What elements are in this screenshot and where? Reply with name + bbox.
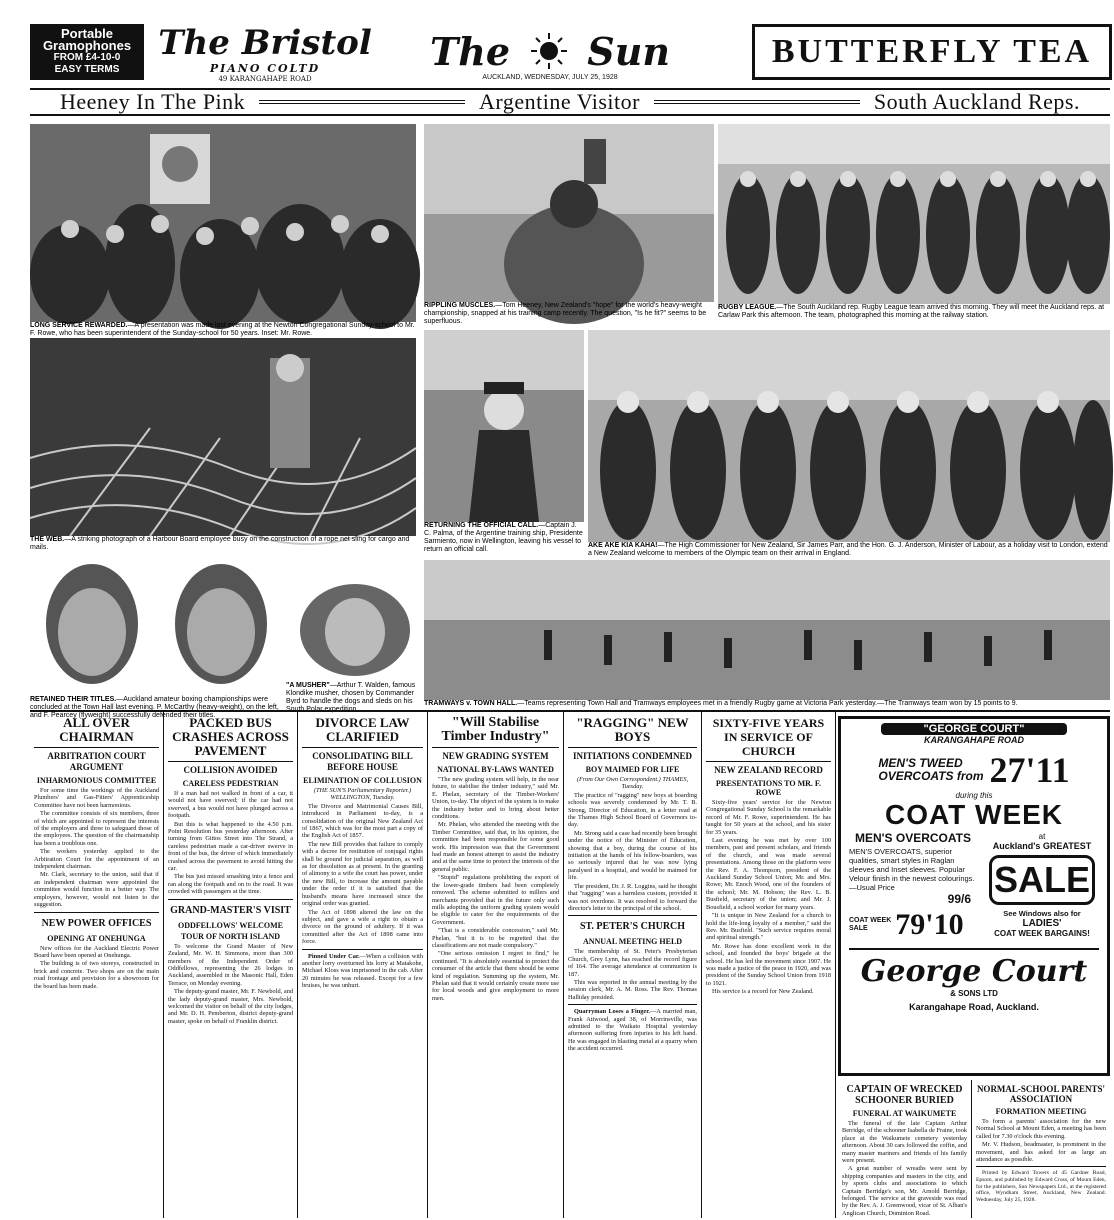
- caption-the-web: [30, 536, 416, 550]
- photo-rugby-league: [718, 124, 1110, 304]
- piano-ad-name: The Bristol: [158, 23, 372, 63]
- caption-text: —Captain J. C. Palma, of the Argentine training ship, Presidente Sarmiento, now in Wellington, leaving his vessel to return an official call.: [424, 522, 583, 553]
- divider: [568, 1004, 697, 1005]
- caption-bold: RUGBY LEAGUE.: [718, 304, 777, 311]
- column-bus-crash: [164, 712, 298, 1218]
- column-chairman: [30, 712, 164, 1218]
- ad-logo-name: George Court: [860, 954, 1088, 989]
- nameplate-the: The: [430, 28, 511, 74]
- caption-bold: TRAMWAYS v. TOWN HALL.: [424, 700, 518, 707]
- piano-ad-address: 49 KARANGAHAPE ROAD: [218, 75, 312, 83]
- brief-title: Pinned Under Car.: [308, 952, 360, 960]
- caption-musher: [286, 682, 420, 713]
- headline: PACKED BUS CRASHES ACROSS PAVEMENT: [172, 715, 289, 758]
- subhead: CARELESS PEDESTRIAN: [182, 779, 279, 788]
- ad-overcoats-from: OVERCOATS from: [878, 769, 984, 783]
- paragraph: The deputy-grand master, Mr. F. Newbold, and the lady deputy-grand master, Mrs. Newbold, welcomed the visitor on behalf of the city lodges, and Mr. D. H. Pemberton, district deputy-grand master, spoke on behalf of Franklin district.: [168, 988, 293, 1025]
- butterfly-tea-text: BUTTERFLY TEA: [771, 33, 1093, 70]
- subhead: INITIATIONS CONDEMNED: [568, 747, 697, 762]
- column-parents-association: [972, 1080, 1110, 1218]
- photo-boxer-left: [30, 552, 154, 694]
- divider: [302, 949, 423, 950]
- brief-text: —When a collision with another lorry overturned his lorry at Matakohe, Michael Kloss was imprisoned in the cab. After 20 minutes he was released. Except for a few bruises, he was unhurt.: [302, 952, 423, 990]
- caption-text: —The High Commissioner for New Zealand, Sir James Parr, and the Hon. G. J. Anderson, Minister of Labour, as a holiday visit to London, extend a New Zealand welcome to members of the Olympic team on their arrival in England.: [588, 542, 1108, 557]
- ad-banner: "GEORGE COURT": [881, 723, 1067, 735]
- paragraph: To form a parents' association for the new Normal School at Mount Eden, a meeting has been called for 7.30 o'clock this evening.: [976, 1118, 1106, 1140]
- paragraph: Sixty-five years' service for the Newton Congregational Sunday School is the remarkable record of Mr. F. Rowe, superintendent. He has taught for 50 years at the school, and his sister for 35 years.: [706, 799, 831, 836]
- column-sixty-five-years: [702, 712, 836, 1218]
- paragraph: "That is a considerable concession," said Mr. Phelan, "but it is to be regretted that the classifications are not made compulsory.": [432, 927, 559, 949]
- caption-text: —Teams representing Town Hall and Tramways employees met in a friendly Rugby game at Victoria Park yesterday.—The Tramways team won by 15 points to 9.: [517, 700, 1018, 707]
- subhead: NEW ZEALAND RECORD: [706, 761, 831, 776]
- paragraph: "The new grading system will help, in the near future, to stabilise the timber industry," said Mr. E. Phelan, secretary of the Timber-Workers' Union, to-day. The object of the system is to make the industry better and to bring about better conditions.: [432, 776, 559, 821]
- ad-description: MEN'S OVERCOATS, superior qualities, smart styles in Raglan sleeves and Inset sleeves. Popular Velour finish in the newest colourings.—Usual Price: [849, 847, 975, 892]
- headline: ALL OVER CHAIRMAN: [59, 715, 134, 744]
- paragraph: Mr. Rowe has done excellent work in the school, and founded the boys' brigade at the school. He has led the movement since 1907. He was made a justice of the peace in 1920, and was president of the Sunday School Union from 1918 to 1921.: [706, 942, 831, 987]
- strip-divider: [259, 100, 465, 105]
- ad-price-sale: 79'10: [895, 908, 964, 941]
- subhead: FORMATION MEETING: [995, 1107, 1087, 1116]
- subhead: BOY MAIMED FOR LIFE: [585, 765, 680, 774]
- caption-text: —A striking photograph of a Harbour Board employee busy on the construction of a rope net sling for cargo and mails.: [30, 536, 410, 551]
- paragraph: Mr. V. Hudson, headmaster, is prominent in the movement, and has asked for as large an attendance as possible.: [976, 1141, 1106, 1164]
- divider: [976, 1166, 1106, 1167]
- paragraph: The membership of St. Peter's Presbyterian Church, Grey Lynn, has reached the record figure of 164. The average attendance at communion is 187.: [568, 948, 697, 978]
- piano-ad: [150, 23, 380, 83]
- gramophone-ad-line: FROM £4-10-0: [53, 52, 121, 63]
- paragraph: New offices for the Auckland Electric Power Board have been opened at Onehunga.: [34, 944, 159, 959]
- gramophone-ad-line: EASY TERMS: [54, 64, 120, 75]
- byline: (From Our Own Correspondent.) THAMES, Tuesday.: [576, 776, 689, 791]
- paragraph: The practice of "ragging" new boys at boarding schools was severely condemned by Mr. T. B. Strong, Director of Education, in a letter read at the Thames High School Board of Governors to-day.: [568, 791, 697, 829]
- paragraph: The Act of 1898 altered the law on the subject, and gave a wife a right to obtain a divorce on the ground of adultery. If it was committed after the Act of 1898 came into force.: [302, 908, 423, 946]
- brief: [302, 953, 423, 990]
- photo-long-service: [30, 124, 416, 322]
- ad-sale-small: SALE: [849, 925, 868, 932]
- column-divorce: [298, 712, 428, 1218]
- subhead: NEW GRADING SYSTEM: [432, 747, 559, 762]
- column-captain-buried: [838, 1080, 972, 1218]
- paragraph: His service is a record for New Zealand.: [712, 988, 814, 996]
- subhead: TOUR OF NORTH ISLAND: [180, 931, 281, 941]
- caption-titles: [30, 696, 280, 719]
- caption-bold: AKE AKE KIA KAHA!: [588, 542, 658, 549]
- paragraph: The committee consists of six members, three of which are appointed to represent the interests of the employers and three to safeguard those of the employees. The question of the chairmanship has been a troublous one.: [34, 810, 159, 847]
- headline: DIVORCE LAW CLARIFIED: [315, 715, 410, 744]
- ad-at: at: [1038, 832, 1046, 841]
- caption-tramways: [424, 700, 1110, 710]
- headline: "Will Stabilise Timber Industry": [441, 715, 550, 744]
- caption-bold: RIPPLING MUSCLES.: [424, 302, 496, 309]
- headline: "RAGGING" NEW BOYS: [576, 715, 689, 744]
- paragraph: The funeral of the late Captain Arthur Berridge, of the schooner Isabella de Fraine, took place at the Waikumete cemetery yesterday afternoon. About 30 cars followed the coffin, and many master mariners and friends of his family were present.: [842, 1120, 967, 1165]
- caption-text: —Arthur T. Walden, famous Klondike musher, chosen by Commander Byrd to handle the dogs and sleds on his South Polar expedition.: [286, 682, 416, 713]
- subhead: ANNUAL MEETING HELD: [582, 937, 683, 947]
- caption-rugby-league: [718, 304, 1110, 324]
- subhead: ELIMINATION OF COLLUSION: [303, 776, 422, 785]
- subhead: COLLISION AVOIDED: [168, 761, 293, 776]
- ad-see-windows: See Windows also for: [1003, 909, 1081, 918]
- caption-long-service: [30, 322, 416, 336]
- subhead: ODDFELLOWS' WELCOME: [178, 920, 283, 930]
- paragraph: The workers yesterday applied to the Arbitration Court for the appointment of an independent chairman.: [34, 848, 159, 871]
- nameplate-sun: Sun: [587, 28, 670, 74]
- dateline: AUCKLAND, WEDNESDAY, JULY 25, 1928: [482, 74, 618, 81]
- caption-bold: RETURNING THE OFFICIAL CALL.: [424, 522, 539, 529]
- paragraph: The building is of two storeys, constructed in brick and concrete. Two shops are on the main road frontage and provision for a showroom for the board has been made.: [34, 960, 159, 990]
- imprint: Printed by Edward Towers of 45 Gardner Road, Epsom, and published by Edward Cross, of Mount Eden, for the publishers, Sun Newspapers Ltd., at the registered office, Wyndham Street, Auckland, New Zealand. Wednesday, July 25, 1928.: [976, 1170, 1106, 1203]
- strip-argentine: Argentine Visitor: [479, 89, 640, 114]
- paragraph: The president, Dr. J. R. Loggins, said he thought that "ragging" was a harmless custom, provided it was not overdone. It was resolved to forward the director's letter to the principal of the school.: [568, 882, 697, 912]
- headline: NORMAL-SCHOOL PARENTS' ASSOCIATION: [976, 1084, 1106, 1104]
- ad-during: during this: [955, 791, 993, 800]
- paragraph: To welcome the Grand Master of New Zealand, Mr. W. H. Simmons, more than 300 members of the Independent Order of Oddfellows, representing the 26 lodges in Auckland, assembled in the Masonic Hall, Eden Terrace, on Monday evening.: [168, 942, 293, 987]
- george-court-ad: [838, 716, 1110, 1076]
- gramophone-ad-line: Portable: [60, 26, 113, 41]
- ad-logo: [849, 948, 1099, 1012]
- divider: [168, 899, 293, 900]
- photo-heeney: [424, 124, 714, 302]
- headline: ST. PETER'S CHURCH: [579, 921, 686, 933]
- ad-coat-week-small: COAT WEEK: [849, 917, 892, 924]
- paragraph: This was reported in the annual meeting by the session clerk, Mr. A. M. Ross. The Rev. Thomas Halliday presided.: [568, 978, 697, 1001]
- paragraph: "Stupid" regulations prohibiting the export of the lower-grade timbers had been completely removed. The scheme submitted to millers and merchants provided that in the future only such mills adopting the uniform grading system would be eligible to cater for the requirements of the Government.: [432, 874, 559, 926]
- caption-text: —Tom Heeney, New Zealand's "hope" for the world's heavy-weight championship, snapped at his training camp recently. The question, "Is he fit?" seems to be superfluous.: [424, 302, 707, 325]
- ad-ladies: LADIES': [1022, 918, 1062, 929]
- photo-olympic-welcome: [588, 330, 1110, 542]
- photo-official-call: [424, 330, 584, 522]
- paragraph: But this is what happened to the 4.50 p.m. Point Resolution bus yesterday afternoon. After turning from Gittos Street into The Strand, a careless pedestrian made a car-driver swerve in front of the bus, the driver of which immediately crashed across the pavement to avoid hitting the car.: [168, 820, 293, 873]
- strip-heeney: Heeney In The Pink: [60, 89, 246, 114]
- brief: [568, 1008, 697, 1052]
- strip-south-auckland: South Auckland Reps.: [873, 89, 1080, 114]
- photo-boxer-right: [160, 552, 282, 694]
- caption-text: —A presentation was made last evening at the Newton Congregational Sunday-school to Mr. F. Rowe, who has been superintendent of the Sunday-school for 50 years. Inset: Mr. Rowe.: [30, 322, 415, 337]
- photo-the-web: [30, 338, 416, 536]
- caption-bold: LONG SERVICE REWARDED.: [30, 322, 128, 329]
- gramophone-ad: [30, 24, 144, 80]
- sun-emblem-icon: [529, 31, 569, 71]
- paragraph: "One serious omission I regret to find," he continued. "It is absolutely essential to protect the consumer of the article that there should be some kind of regulation. Summing up the system, Mr. Phelan said that it would certainly create more use for local woods and give employment to more men.: [432, 950, 559, 1002]
- caption-bold: THE WEB.: [30, 536, 65, 543]
- ad-men-tweed-row: [841, 749, 1107, 791]
- photo-musher: [294, 580, 416, 680]
- photo-tramways: [424, 560, 1110, 700]
- paragraph: Last evening he was met by over 100 members, past and present scholars, and friends of the church, and was made several presentations. Among those on the platform were the Rev. F. A. Thompson, president of the Auckland Sunday School Union; Mr. and Mrs. Rowe; Mr. Enoch Wood, one of the founders of the school; Mr. M. Hobson; the Rev. L. B. Busfield, secretary of the union; and Mr. J. Bousfield, a school worker for many years.: [706, 837, 831, 911]
- gramophone-ad-line: Gramophones: [42, 38, 132, 53]
- caption-text: —Auckland amateur boxing championships were concluded at the Town Hall last evening. P. McCarthy (heavy-weight), on the left, and F. Pearcey (flyweight) successfully defended their titles.: [30, 696, 279, 719]
- paragraph: A great number of wreaths were sent by shipping companies and masters in the city, and by sports clubs and associations to which Captain Berridge's son, Mr. Arnold Berridge, belonged. The service at the graveside was read by the Rev. A. J. Greenwood, vicar of St. Alban's Anglican Church, Dominion Road.: [842, 1165, 967, 1217]
- byline: (THE SUN'S Parliamentary Reporter.) WELLINGTON, Tuesday.: [313, 787, 412, 802]
- paragraph: The new Bill provides that failure to comply with a decree for restitution of conjugal rights shall be ground for judicial separation, as well as for dissolution as at present. In the granting of alimony to a wife the court has power, under the new Bill, to increase the amount payable under the order if it is satisfied that the husband's means have increased since the original order was granted.: [302, 840, 423, 908]
- headline: NEW POWER OFFICES: [41, 917, 152, 929]
- subhead: INHARMONIOUS COMMITTEE: [36, 776, 157, 785]
- headline: SIXTY-FIVE YEARS IN SERVICE OF CHURCH: [712, 716, 825, 758]
- caption-olympic-welcome: [588, 542, 1110, 558]
- caption-heeney: [424, 302, 714, 326]
- caption-official-call: [424, 522, 584, 556]
- subhead: CONSOLIDATING BILL BEFORE HOUSE: [302, 747, 423, 773]
- paragraph: The Divorce and Matrimonial Causes Bill, introduced in Parliament to-day, is a consolidation of the original New Zealand Act of 1867, which was for the most part a copy of the English Act of 1857.: [302, 802, 423, 840]
- headline: CAPTAIN OF WRECKED SCHOONER BURIED: [846, 1084, 963, 1106]
- ad-coat-week: COAT WEEK: [884, 799, 1064, 830]
- paragraph: Mr. Phelan, who attended the meeting with the Timber Committee, said that, in his opinion, the committee had been responsible for some good work. His impression was that the Government had made an honest attempt to assist the industry and at the same time to protect the interests of the general public.: [432, 821, 559, 873]
- paragraph: Mr. Clark, secretary to the union, said that if an independent chairman were appointed the committee would function in a better way. The employers, however, would not listen to the suggestion.: [34, 871, 159, 909]
- brief-text: —A married man, Frank Attwood, aged 38, of Morrinsville, was admitted to the Waikato Hospital yesterday afternoon suffering from injuries to his left hand. He was engaged in blasting metal at a quarry when the accident occurred.: [568, 1008, 697, 1053]
- caption-bold: "A MUSHER": [286, 682, 330, 689]
- headline: GRAND-MASTER'S VISIT: [170, 904, 291, 916]
- paragraph: Mr. Strong said a case had recently been brought under the notice of the Minister of Education, showing that a boy, during the course of his initiation at the hands of his fellow-boarders, was so seriously injured that he was now lying paralysed in a hospital, and would be maimed for life.: [568, 829, 697, 882]
- ad-address: Karangahape Road, Auckland.: [909, 1002, 1039, 1012]
- ad-mens-overcoats: MEN'S OVERCOATS: [855, 831, 971, 845]
- ad-sale-big: SALE: [989, 855, 1095, 905]
- ad-bargains: COAT WEEK BARGAINS!: [994, 929, 1090, 938]
- caption-text: —The South Auckland rep. Rugby League team arrived this morning. They will meet the Auckland reps. at Carlaw Park this afternoon. The team, photographed this morning at the railway station.: [718, 304, 1105, 319]
- column-ragging: [564, 712, 702, 1218]
- ad-logo-sub: & SONS LTD: [950, 989, 998, 998]
- paragraph: The bus just missed smashing into a fence and ran along the footpath and on to the road. It was crowded with passengers at the time.: [168, 873, 293, 896]
- divider: [34, 912, 159, 913]
- paragraph: "It is unique in New Zealand for a church to hold the life-long loyalty of a member," said the Rev. Mr. Busfield. "Such service requires moral and spiritual strength.": [706, 912, 831, 942]
- headline-strip: [30, 88, 1110, 116]
- subhead: FUNERAL AT WAIKUMETE: [852, 1109, 957, 1118]
- paragraph: If a man had not walked in front of a car, it would not have swerved; if the car had not swerved, a bus would not have plunged across a footpath.: [168, 790, 293, 820]
- strip-divider: [654, 100, 860, 105]
- subhead: NATIONAL BY-LAWS WANTED: [437, 765, 554, 774]
- ad-price-main: 27'11: [989, 750, 1070, 790]
- column-timber: [428, 712, 564, 1218]
- ad-greatest: Auckland's GREATEST: [992, 841, 1092, 851]
- ad-men-tweed: MEN'S TWEED: [878, 756, 963, 770]
- subhead: PRESENTATIONS TO MR. F. ROWE: [715, 779, 822, 797]
- brief-title: Quarryman Loses a Finger.: [574, 1008, 650, 1016]
- caption-bold: RETAINED THEIR TITLES.: [30, 696, 117, 703]
- ad-banner-sub: KARANGAHAPE ROAD: [923, 735, 1024, 745]
- subhead: OPENING AT ONEHUNGA: [47, 933, 146, 943]
- ad-usual-price: 99/6: [947, 892, 971, 906]
- piano-ad-sub: PIANO COLTD: [209, 62, 321, 75]
- paragraph: For some time the workings of the Auckland Plumbers' and Gas-Fitters' Apprenticeship Committee have not been harmonious.: [34, 787, 159, 809]
- paper-nameplate: [430, 26, 670, 76]
- butterfly-tea-ad: [752, 24, 1112, 80]
- subhead: ARBITRATION COURT ARGUMENT: [34, 747, 159, 773]
- divider: [568, 915, 697, 916]
